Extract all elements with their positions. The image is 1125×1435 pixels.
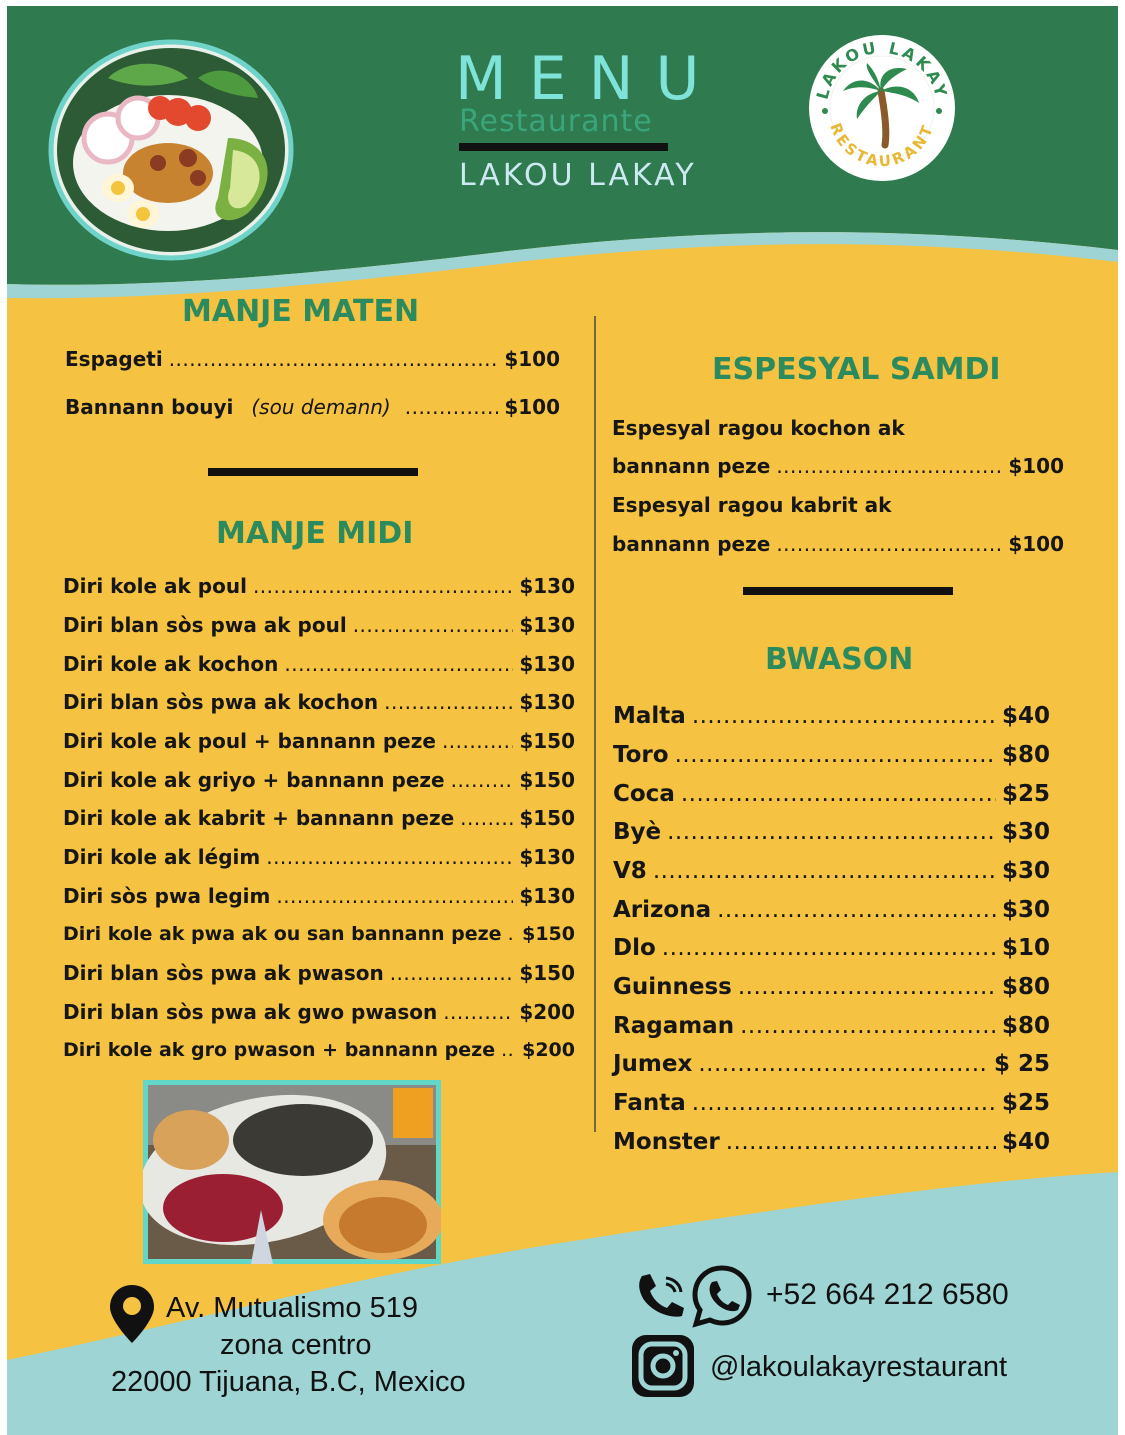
item-price: $150 [522,923,575,945]
special-item-line: Espesyal ragou kabrit ak [612,493,892,517]
item-price: $80 [1001,742,1050,768]
menu-item-row [63,960,575,986]
menu-item-row [65,346,560,372]
section-title-manje-maten: MANJE MATEN [182,294,420,329]
item-price: $10 [1001,935,1050,961]
item-name: bannann peze [612,454,771,478]
menu-item-row [63,844,575,870]
item-name: Ragaman [613,1013,735,1039]
item-price: $100 [504,395,560,419]
dot-leader [776,531,1002,557]
menu-item-row [63,883,575,909]
dot-leader [675,740,996,770]
item-name: Diri blan sòs pwa ak pwason [63,961,384,985]
breakfast-plate-photo [48,38,294,262]
section-divider [743,587,953,595]
drink-row [613,701,1050,731]
item-price: $40 [1001,1129,1050,1155]
item-name: Diri kole ak kochon [63,652,279,676]
restaurant-logo [807,33,957,183]
drink-row [613,933,1050,963]
item-price: $130 [519,613,575,637]
phone-icon [636,1272,688,1318]
dot-leader [776,453,1002,479]
item-name: Byè [613,819,662,845]
item-price: $150 [519,961,575,985]
item-price: $130 [519,574,575,598]
item-price: $30 [1001,819,1050,845]
dot-leader [451,767,514,793]
item-price: $30 [1001,858,1050,884]
menu-subtitle: Restaurante [459,104,653,139]
menu-item-row [63,612,575,638]
item-name: Dlo [613,935,656,961]
item-name: Diri kole ak gro pwason + bannann peze [63,1039,496,1061]
drink-row [613,895,1050,925]
menu-item-row [63,728,575,754]
item-price: $200 [519,1000,575,1024]
item-name: Arizona [613,897,712,923]
item-name: V8 [613,858,647,884]
item-price: $150 [519,806,575,830]
item-name: Toro [613,742,669,768]
instagram-handle[interactable]: @lakoulakayrestaurant [710,1351,1008,1383]
dot-leader [692,1088,996,1118]
item-name: Diri blan sòs pwa ak poul [63,613,347,637]
instagram-icon [630,1333,696,1399]
item-name: Fanta [613,1090,686,1116]
menu-item-row [65,394,560,420]
menu-item-row [63,651,575,677]
dot-leader [738,972,996,1002]
drink-row [613,740,1050,770]
logo-top-text: LAKOU LAKAY [812,37,952,102]
drink-row [613,972,1050,1002]
item-name: Diri kole ak poul + bannann peze [63,729,436,753]
section-title-espesyal-samdi: ESPESYAL SAMDI [712,352,1001,387]
drink-row [613,817,1050,847]
item-name: Diri kole ak pwa ak ou san bannann peze [63,923,502,945]
item-name: Bannann bouyi [65,395,234,419]
drink-row [613,1088,1050,1118]
item-price: $100 [1008,454,1064,478]
dot-leader [443,999,513,1025]
dot-leader [726,1127,996,1157]
dot-leader [662,933,996,963]
item-name: Guinness [613,974,732,1000]
item-name: Diri kole ak kabrit + bannann peze [63,806,455,830]
restaurant-name: LAKOU LAKAY [459,158,697,193]
item-price: $150 [519,729,575,753]
section-title-manje-midi: MANJE MIDI [216,516,414,551]
item-name: Diri kole ak griyo + bannann peze [63,768,445,792]
menu-item-row [63,1037,575,1063]
item-name: Diri kole ak légim [63,845,261,869]
drink-row [613,779,1050,809]
item-name: Coca [613,781,675,807]
logo-bottom-text: RESTAURANT [826,120,938,171]
dot-leader [740,1011,996,1041]
special-item-line: Espesyal ragou kochon ak [612,416,905,440]
phone-number[interactable]: +52 664 212 6580 [766,1278,1009,1311]
section-title-bwason: BWASON [765,642,914,677]
dot-leader [253,573,513,599]
item-name: Diri blan sòs pwa ak kochon [63,690,379,714]
dot-leader [508,921,517,947]
dot-leader [653,856,996,886]
menu-item-row [63,805,575,831]
menu-title: MENU [455,44,722,114]
item-price: $100 [1008,532,1064,556]
menu-item-row [612,531,1064,557]
title-divider [459,143,668,151]
dot-leader [276,883,513,909]
dot-leader [266,844,513,870]
dot-leader [717,895,996,925]
dot-leader [442,728,513,754]
menu-item-row [612,453,1064,479]
item-price: $25 [1001,1090,1050,1116]
item-name: Diri sòs pwa legim [63,884,271,908]
item-name: Diri kole ak poul [63,574,247,598]
drink-row [613,1127,1050,1157]
item-price: $130 [519,690,575,714]
address-line-2: zona centro [220,1329,372,1361]
drink-row [613,1011,1050,1041]
dot-leader [384,689,513,715]
item-price: $100 [504,347,560,371]
item-price: $200 [522,1039,575,1061]
whatsapp-icon [690,1264,754,1328]
dot-leader [681,779,996,809]
item-price: $80 [1001,974,1050,1000]
dot-leader [698,1049,988,1079]
item-price: $130 [519,652,575,676]
dot-leader [501,1037,516,1063]
dot-leader [353,612,514,638]
item-price: $130 [519,845,575,869]
item-name: bannann peze [612,532,771,556]
item-price: $80 [1001,1013,1050,1039]
item-price: $130 [519,884,575,908]
dot-leader [692,701,996,731]
item-name: Monster [613,1129,720,1155]
menu-item-row [63,689,575,715]
dot-leader [460,805,513,831]
menu-item-row [63,921,575,947]
menu-item-row [63,767,575,793]
address-line-3: 22000 Tijuana, B.C, Mexico [111,1366,466,1398]
item-price: $30 [1001,897,1050,923]
item-name: Diri blan sòs pwa ak gwo pwason [63,1000,438,1024]
item-name: Malta [613,703,686,729]
dot-leader [667,817,996,847]
item-price: $ 25 [993,1051,1050,1077]
dot-leader [169,346,499,372]
menu-item-row [63,573,575,599]
item-price: $25 [1001,781,1050,807]
menu-item-row [63,999,575,1025]
item-price: $150 [519,768,575,792]
drink-row [613,856,1050,886]
lunch-plate-photo [143,1080,441,1264]
section-divider [208,468,418,476]
dot-leader [284,651,513,677]
item-price: $40 [1001,703,1050,729]
dot-leader [405,394,499,420]
item-name: Espageti [65,347,163,371]
address-line-1: Av. Mutualismo 519 [166,1292,418,1324]
drink-row [613,1049,1050,1079]
dot-leader [390,960,514,986]
location-pin-icon [108,1283,156,1345]
item-name: Jumex [613,1051,693,1077]
item-note: (sou demann) [251,395,391,419]
